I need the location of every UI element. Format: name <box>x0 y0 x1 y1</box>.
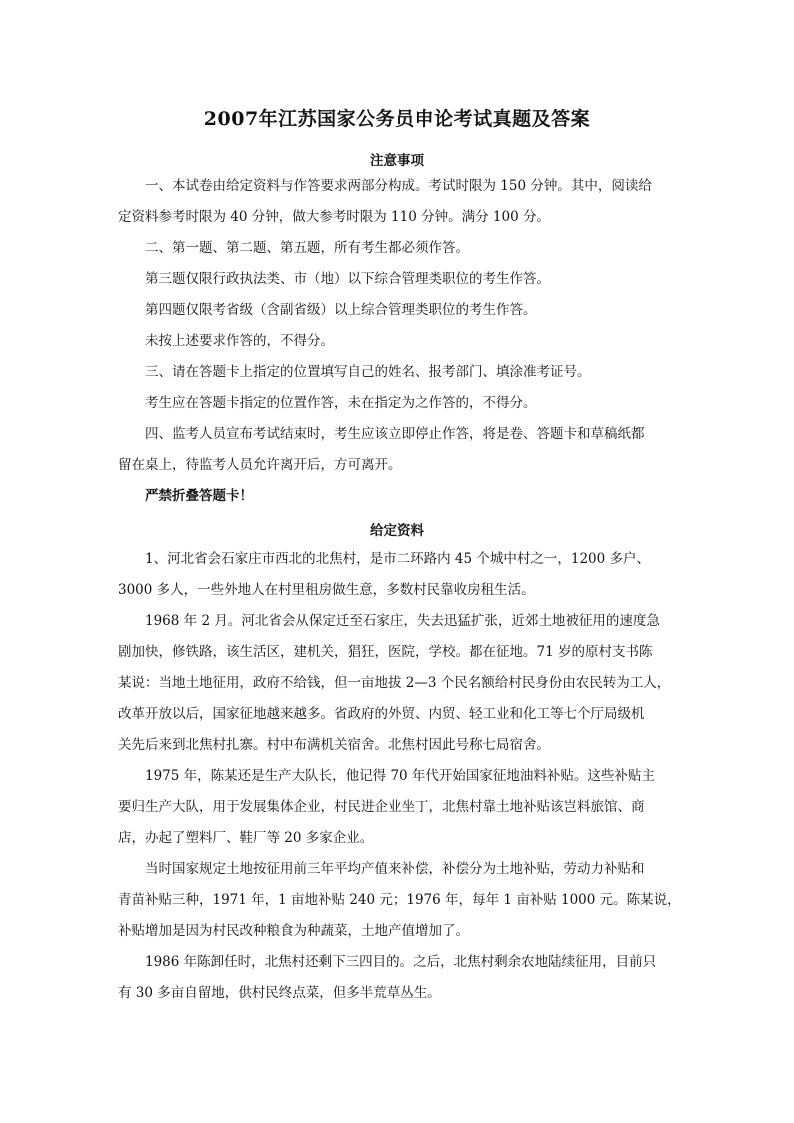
material-heading: 给定资料 <box>370 523 424 539</box>
material-line: 关先后来到北焦村扎寨。村中布满机关宿舍。北焦村因此号称七局宿舍。 <box>118 737 550 753</box>
material-line: 3000 多人，一些外地人在村里租房做生意，多数村民靠收房租生活。 <box>118 582 535 598</box>
notice-line: 第三题仅限行政执法类、市（地）以下综合管理类职位的考生作答。 <box>145 271 550 287</box>
material-line: 某说：当地土地征用，政府不给钱，但一亩地拔 2—3 个民名额给村民身份由农民转为工人， <box>118 675 671 691</box>
material-line: 剧加快，修铁路，该生活区，建机关，猖狂，医院，学校。都在征地。71 岁的原村支书陈 <box>118 644 653 660</box>
material-line: 补贴增加是因为村民改种粮食为种蔬菜，土地产值增加了。 <box>118 923 469 939</box>
material-line: 当时国家规定土地按征用前三年平均产值来补偿，补偿分为土地补贴，劳动力补贴和 <box>145 861 645 877</box>
notice-warning: 严禁折叠答题卡！ <box>145 488 253 504</box>
notice-line: 未按上述要求作答的，不得分。 <box>145 333 334 349</box>
notice-line: 一、本试卷由给定资料与作答要求两部分构成。考试时限为 150 分钟。其中，阅读给 <box>145 178 652 194</box>
document-title: 2007年江苏国家公务员申论考试真题及答案 <box>203 108 591 130</box>
notice-line: 四、监考人员宣布考试结束时，考生应该立即停止作答，将是卷、答题卡和草稿纸都 <box>145 426 645 442</box>
material-line: 青苗补贴三种，1971 年，1 亩地补贴 240 元；1976 年，每年 1 亩补贴 1000 元。陈某说， <box>118 892 681 908</box>
notice-line: 二、第一题、第二题、第五题，所有考生都必须作答。 <box>145 240 469 256</box>
notice-line: 考生应在答题卡指定的位置作答，未在指定为之作答的，不得分。 <box>145 395 537 411</box>
notice-line: 定资料参考时限为 40 分钟，做大参考时限为 110 分钟。满分 100 分。 <box>118 209 550 225</box>
notice-heading: 注意事项 <box>370 153 424 169</box>
material-line: 有 30 多亩自留地，供村民终点菜，但多半荒草丛生。 <box>118 985 441 1001</box>
material-line: 1986 年陈卸任时，北焦村还剩下三四目的。之后，北焦村剩余农地陆续征用，目前只 <box>145 954 657 970</box>
material-line: 1975 年，陈某还是生产大队长，他记得 70 年代开始国家征地油料补贴。这些补贴主 <box>145 768 655 784</box>
notice-line: 留在桌上，待监考人员允许离开后，方可离开。 <box>118 457 402 473</box>
notice-line: 第四题仅限考省级（含副省级）以上综合管理类职位的考生作答。 <box>145 302 537 318</box>
notice-line: 三、请在答题卡上指定的位置填写自己的姓名、报考部门、填涂准考证号。 <box>145 364 591 380</box>
material-line: 要归生产大队，用于发展集体企业，村民进企业坐丁，北焦村靠土地补贴该岂料旅馆、商 <box>118 799 645 815</box>
material-line: 店，办起了塑料厂、鞋厂等 20 多家企业。 <box>118 830 374 846</box>
material-line: 改革开放以后，国家征地越来越多。省政府的外贸、内贸、轻工业和化工等七个厅局级机 <box>118 706 645 722</box>
material-line: 1968 年 2 月。河北省会从保定迁至石家庄，失去迅猛扩张，近郊土地被征用的速度急 <box>145 613 660 629</box>
material-line: 1、河北省会石家庄市西北的北焦村，是市二环路内 45 个城中村之一，1200 多户、 <box>145 551 650 567</box>
